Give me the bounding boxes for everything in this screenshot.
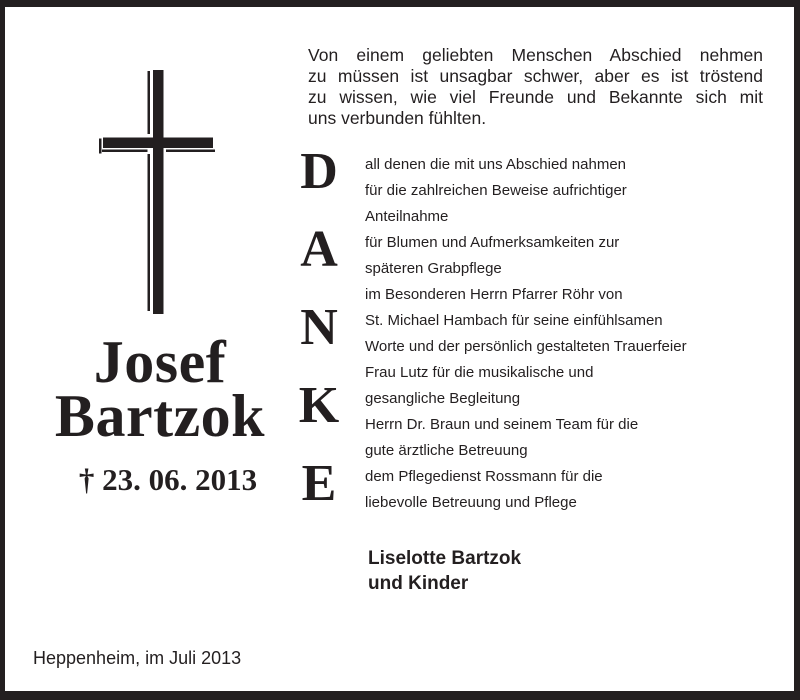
intro-line: zu müssen ist unsagbar schwer, aber es ist tröstend: [308, 66, 763, 86]
acrostic-letter-n: N: [300, 299, 338, 356]
thanks-group-lines: [365, 464, 603, 516]
deceased-last-name: Bartzok: [54, 383, 266, 449]
acrostic-letter-k: K: [298, 377, 340, 434]
acrostic-letter-e: E: [301, 455, 337, 512]
thanks-line: dem Pflegedienst Rossmann für die: [365, 468, 603, 485]
thanks-line: Anteilnahme: [365, 208, 449, 225]
intro-paragraph: [308, 45, 763, 129]
thanks-group-lines: [365, 386, 638, 464]
thanks-line: Frau Lutz für die musikalische und: [365, 364, 594, 381]
thanks-acrostic: [289, 143, 769, 516]
intro-line: zu wissen, wie viel Freunde und Bekannte sich mit: [308, 87, 763, 107]
acrostic-letter-d: D: [300, 143, 338, 200]
thanks-line: für die zahlreichen Beweise aufrichtiger: [365, 182, 627, 199]
thanks-line: Worte und der persönlich gestalteten Trauerfeier: [365, 338, 687, 355]
thanks-group-e: [289, 455, 769, 516]
intro-line: uns verbunden fühlten.: [308, 108, 487, 128]
thanks-group-a: [289, 221, 769, 308]
signature-line: Liselotte Bartzok: [368, 548, 522, 569]
intro-line: Von einem geliebten Menschen Abschied nehmen: [308, 45, 763, 65]
thanks-line: im Besonderen Herrn Pfarrer Röhr von: [365, 286, 623, 303]
acrostic-letter-a: A: [300, 221, 338, 278]
deceased-name: [38, 329, 282, 449]
signature-line: und Kinder: [368, 572, 469, 594]
thanks-line: all denen die mit uns Abschied nahmen: [365, 156, 627, 173]
thanks-line: späteren Grabpflege: [365, 260, 502, 277]
thanks-line: St. Michael Hambach für seine einfühlsamen: [365, 312, 663, 329]
thanks-line: für Blumen und Aufmerksamkeiten zur: [365, 234, 620, 251]
thanks-group-k: [289, 377, 769, 464]
deceased-first-name: Josef: [93, 329, 227, 395]
thanks-group-lines: [365, 308, 687, 386]
thanks-line: Herrn Dr. Braun und seinem Team für die: [365, 416, 639, 433]
thanks-line: liebevolle Betreuung und Pflege: [365, 494, 577, 511]
death-date: † 23. 06. 2013: [78, 462, 258, 497]
memorial-cross-icon: [95, 65, 219, 317]
thanks-line: gute ärztliche Betreuung: [365, 442, 528, 459]
thanks-group-n: [289, 299, 769, 386]
thanks-group-lines: [365, 152, 627, 230]
thanks-line: gesangliche Begleitung: [365, 390, 521, 407]
thanks-group-d: [289, 143, 769, 230]
thanks-group-lines: [365, 230, 623, 308]
place-date: Heppenheim, im Juli 2013: [33, 648, 242, 668]
mourners-signature: [368, 547, 521, 596]
